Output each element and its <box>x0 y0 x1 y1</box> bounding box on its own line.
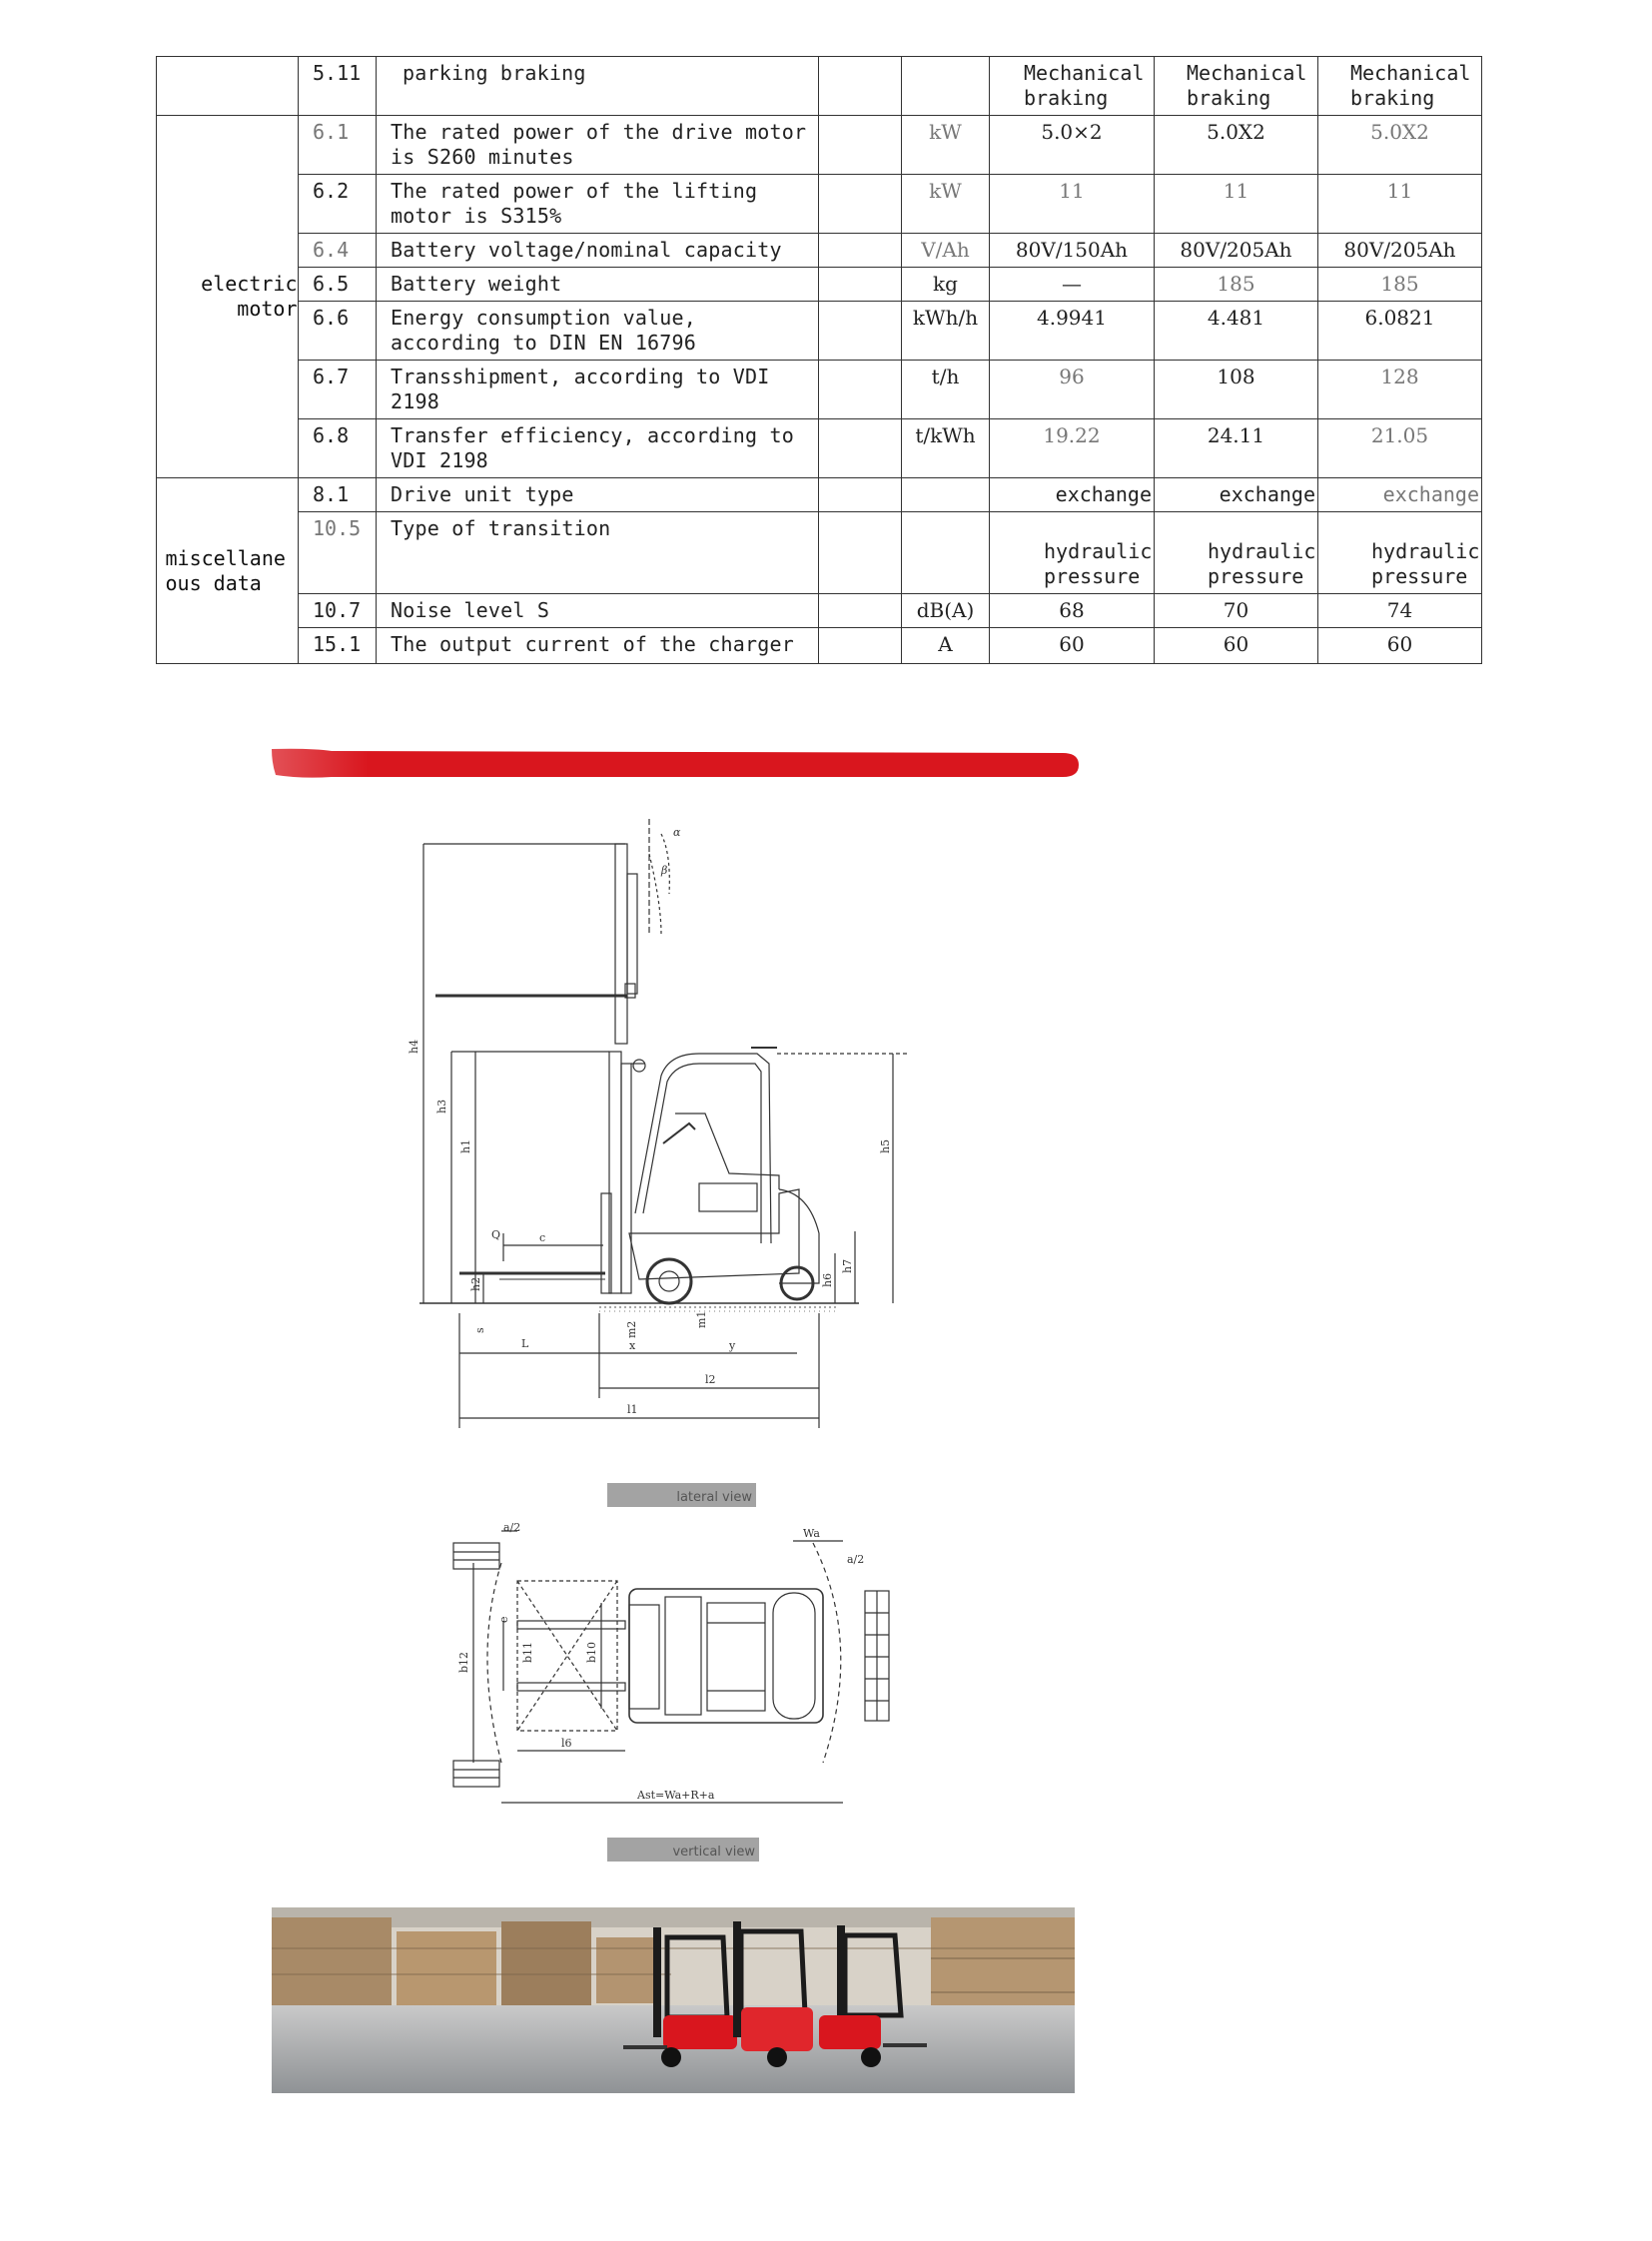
table-row <box>157 234 1482 268</box>
row-unit <box>902 512 990 594</box>
row-description: parking braking <box>377 57 819 116</box>
row-description: Drive unit type <box>377 478 819 512</box>
wa-label: Wa <box>803 1527 820 1540</box>
row-number: 6.6 <box>299 302 377 361</box>
row-unit: t/h <box>902 361 990 419</box>
row-description: Noise level S <box>377 594 819 628</box>
row-value-1: 5.0×2 <box>990 116 1155 175</box>
h2-label: h2 <box>469 1276 482 1291</box>
chain-wheel-circle <box>633 1060 645 1072</box>
table-row <box>157 628 1482 664</box>
pallet-bottom-left <box>453 1761 499 1787</box>
h5-label: h5 <box>879 1138 892 1153</box>
row-unit: kW <box>902 175 990 234</box>
table-row <box>157 512 1482 594</box>
front-wheel <box>647 1259 691 1303</box>
row-number: 6.4 <box>299 234 377 268</box>
row-description: Transfer efficiency, according to VDI 2198 <box>377 419 819 478</box>
raised-mast <box>615 844 627 1044</box>
raised-carriage <box>627 874 637 994</box>
row-value-3: 60 <box>1318 628 1482 664</box>
empty-cell <box>819 361 902 419</box>
group-cell-empty <box>157 57 299 116</box>
empty-cell <box>819 175 902 234</box>
row-value-1: 68 <box>990 594 1155 628</box>
ast-label: Ast=Wa+R+a <box>637 1789 715 1802</box>
row-number: 10.5 <box>299 512 377 594</box>
row-value-3: 128 <box>1318 361 1482 419</box>
row-value-1: 11 <box>990 175 1155 234</box>
row-value-1: 60 <box>990 628 1155 664</box>
turning-arc-right <box>813 1543 841 1763</box>
empty-cell <box>819 512 902 594</box>
table-row <box>157 478 1482 512</box>
row-value-2: 4.481 <box>1155 302 1318 361</box>
b12-label: b12 <box>457 1651 470 1673</box>
row-value-3: 5.0X2 <box>1318 116 1482 175</box>
row-value-1: 80V/150Ah <box>990 234 1155 268</box>
h6-label: h6 <box>821 1272 834 1287</box>
row-value-1: exchange <box>990 478 1155 512</box>
mast-inner <box>621 1064 631 1293</box>
row-value-3: hydraulic pressure <box>1318 512 1482 594</box>
pallet-right <box>865 1591 889 1721</box>
b10-label: b10 <box>585 1641 598 1663</box>
row-description: The rated power of the lifting motor is S315% <box>377 175 819 234</box>
empty-cell <box>819 628 902 664</box>
lateral-view-caption: lateral view <box>607 1483 756 1507</box>
empty-cell <box>819 116 902 175</box>
row-value-3: 21.05 <box>1318 419 1482 478</box>
row-value-1: 96 <box>990 361 1155 419</box>
row-value-1: 4.9941 <box>990 302 1155 361</box>
table-row <box>157 268 1482 302</box>
l6-label: l6 <box>561 1737 572 1750</box>
table-row <box>157 361 1482 419</box>
table-row <box>157 594 1482 628</box>
empty-cell <box>819 419 902 478</box>
row-value-3: exchange <box>1318 478 1482 512</box>
group-miscellaneous-data: miscellaneous data <box>157 478 299 664</box>
empty-cell <box>819 478 902 512</box>
row-unit: kg <box>902 268 990 302</box>
empty-cell <box>819 268 902 302</box>
front-wheel-hub <box>659 1271 679 1291</box>
row-value-3: Mechanical braking <box>1318 57 1482 116</box>
row-value-3: 6.0821 <box>1318 302 1482 361</box>
row-number: 6.2 <box>299 175 377 234</box>
table-row <box>157 419 1482 478</box>
row-value-2: 108 <box>1155 361 1318 419</box>
row-unit: t/kWh <box>902 419 990 478</box>
empty-cell <box>819 594 902 628</box>
warehouse-forklift-photo <box>272 1907 1075 2093</box>
x-label: x <box>629 1339 636 1352</box>
table-row <box>157 302 1482 361</box>
row-unit: kWh/h <box>902 302 990 361</box>
lateral-view-drawing <box>400 814 929 1463</box>
table-row <box>157 116 1482 175</box>
spec-table <box>156 56 1482 664</box>
counterweight-top <box>773 1593 815 1719</box>
empty-cell <box>819 57 902 116</box>
row-value-3: 74 <box>1318 594 1482 628</box>
overhead-guard-inner <box>643 1064 761 1243</box>
row-description: Type of transition <box>377 512 819 594</box>
row-value-2: 11 <box>1155 175 1318 234</box>
red-banner-bar <box>272 747 1079 781</box>
row-value-2: 185 <box>1155 268 1318 302</box>
row-description: Energy consumption value, according to DIN EN 16796 <box>377 302 819 361</box>
row-number: 6.1 <box>299 116 377 175</box>
b11-label: b11 <box>521 1641 534 1663</box>
truck-body-top <box>629 1589 823 1723</box>
m1-label: m1 <box>695 1310 708 1328</box>
row-value-1: Mechanical braking <box>990 57 1155 116</box>
table-row <box>157 175 1482 234</box>
row-description: The rated power of the drive motor is S260 minutes <box>377 116 819 175</box>
steering-wheel <box>663 1123 695 1143</box>
row-value-3: 80V/205Ah <box>1318 234 1482 268</box>
h7-label: h7 <box>841 1258 854 1273</box>
vertical-view-caption: vertical view <box>607 1838 759 1862</box>
row-unit <box>902 57 990 116</box>
empty-cell <box>819 234 902 268</box>
row-value-2: 5.0X2 <box>1155 116 1318 175</box>
q-label: Q <box>491 1228 501 1241</box>
m2-label: m2 <box>625 1320 638 1338</box>
row-unit: kW <box>902 116 990 175</box>
tilt-arc-beta <box>649 854 661 934</box>
row-value-2: 80V/205Ah <box>1155 234 1318 268</box>
l2-label: l2 <box>705 1373 716 1386</box>
seat <box>699 1183 757 1211</box>
row-number: 10.7 <box>299 594 377 628</box>
L-label: L <box>521 1337 529 1350</box>
h3-label: h3 <box>435 1099 448 1114</box>
y-label: y <box>729 1339 736 1352</box>
row-value-2: exchange <box>1155 478 1318 512</box>
front-axle <box>665 1597 701 1715</box>
row-number: 6.5 <box>299 268 377 302</box>
turning-arc-left <box>487 1563 501 1763</box>
row-number: 15.1 <box>299 628 377 664</box>
row-value-1: 19.22 <box>990 419 1155 478</box>
row-value-1: hydraulic pressure <box>990 512 1155 594</box>
row-value-2: hydraulic pressure <box>1155 512 1318 594</box>
row-unit <box>902 478 990 512</box>
row-description: Transshipment, according to VDI 2198 <box>377 361 819 419</box>
row-number: 6.8 <box>299 419 377 478</box>
row-description: Battery voltage/nominal capacity <box>377 234 819 268</box>
fork-right <box>517 1683 625 1691</box>
h1-label: h1 <box>459 1138 472 1153</box>
row-number: 8.1 <box>299 478 377 512</box>
row-value-3: 185 <box>1318 268 1482 302</box>
beta-label: β <box>661 864 668 877</box>
row-value-2: 70 <box>1155 594 1318 628</box>
mast-top <box>629 1605 659 1709</box>
row-value-2: 60 <box>1155 628 1318 664</box>
l1-label: l1 <box>627 1403 638 1416</box>
row-value-3: 11 <box>1318 175 1482 234</box>
row-description: Battery weight <box>377 268 819 302</box>
seat-area <box>707 1603 765 1711</box>
s-label: s <box>473 1327 486 1333</box>
c-label: c <box>539 1231 546 1244</box>
table-row <box>157 57 1482 116</box>
fork-left <box>517 1621 625 1629</box>
row-value-1: — <box>990 268 1155 302</box>
row-value-2: Mechanical braking <box>1155 57 1318 116</box>
row-value-2: 24.11 <box>1155 419 1318 478</box>
row-number: 5.11 <box>299 57 377 116</box>
row-unit: dB(A) <box>902 594 990 628</box>
e-label: e <box>497 1616 510 1623</box>
row-number: 6.7 <box>299 361 377 419</box>
a2-right-label: a/2 <box>847 1553 865 1566</box>
row-unit: A <box>902 628 990 664</box>
row-unit: V/Ah <box>902 234 990 268</box>
alpha-label: α <box>673 826 681 839</box>
group-electric-motor: electric motor <box>157 116 299 478</box>
pallet-top-left <box>453 1543 499 1569</box>
vertical-view-drawing <box>443 1523 893 1823</box>
row-description: The output current of the charger <box>377 628 819 664</box>
h4-label: h4 <box>408 1039 420 1054</box>
empty-cell <box>819 302 902 361</box>
a2-left-label: a/2 <box>503 1523 521 1534</box>
